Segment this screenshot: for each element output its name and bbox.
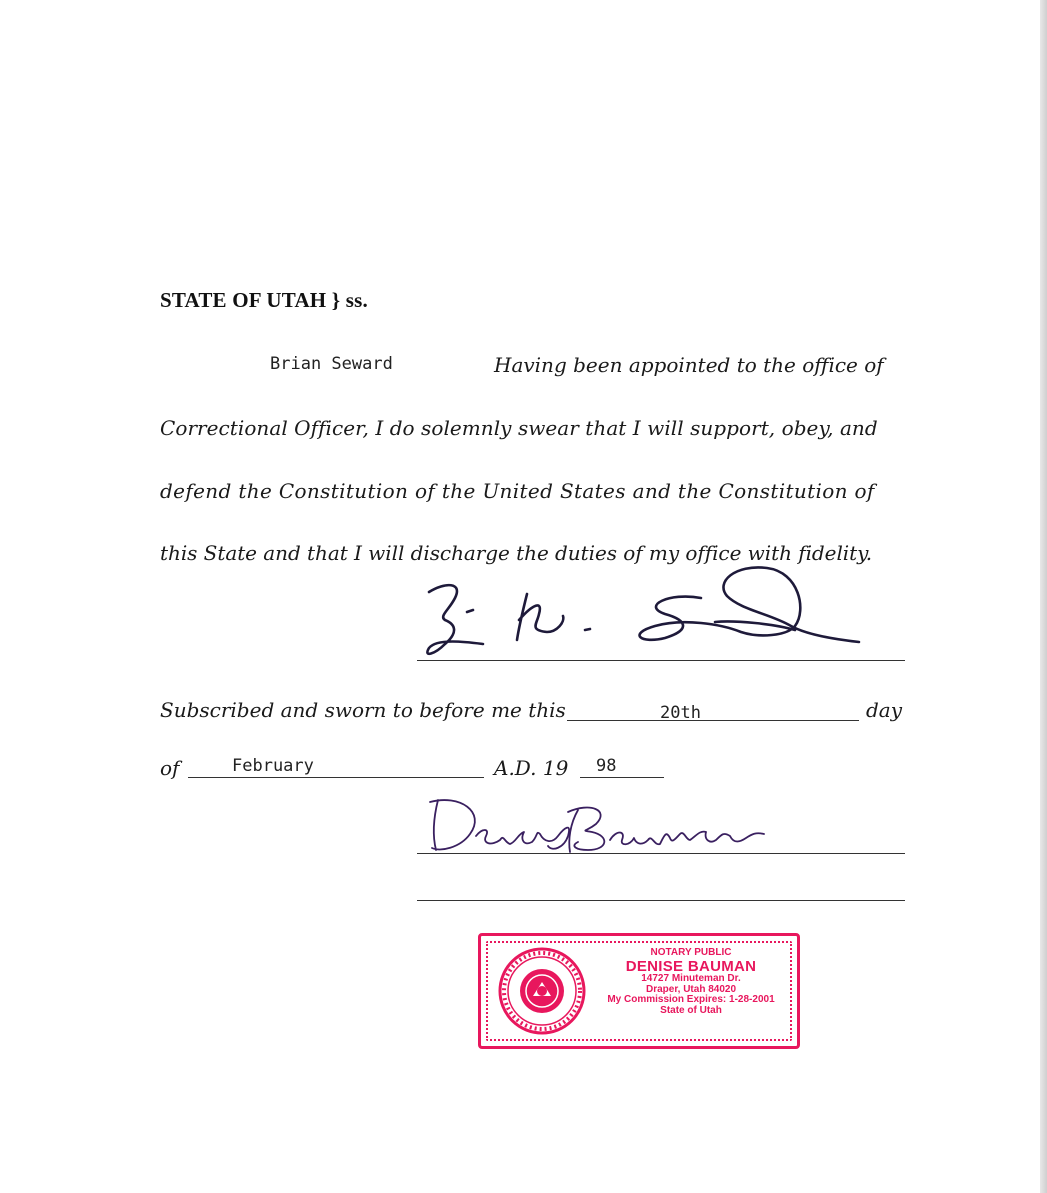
venue-heading: STATE OF UTAH } ss. xyxy=(160,288,368,312)
subscribed-text: Subscribed and sworn to before me this xyxy=(160,698,566,722)
stamp-state: State of Utah xyxy=(660,1004,722,1016)
oath-line-1: Having been appointed to the office of xyxy=(494,353,884,377)
year-blank xyxy=(580,777,664,778)
day-blank xyxy=(567,720,859,721)
notary-stamp xyxy=(478,933,800,1049)
of-label: of xyxy=(160,756,180,780)
stamp-notary-name: DENISE BAUMAN xyxy=(625,957,757,975)
affiant-name: Brian Seward xyxy=(270,354,393,374)
day-value: 20th xyxy=(660,703,701,723)
notary-seal-icon xyxy=(497,946,587,1036)
year-value: 98 xyxy=(596,756,617,776)
affiant-signature xyxy=(415,560,865,670)
month-value: February xyxy=(232,756,314,776)
stamp-address-1: 14727 Minuteman Dr. xyxy=(641,973,741,985)
stamp-commission: My Commission Expires: 1-28-2001 xyxy=(607,994,775,1006)
oath-line-4: this State and that I will discharge the duties of my office with fidelity. xyxy=(160,541,873,565)
stamp-title: NOTARY PUBLIC xyxy=(650,947,732,958)
oath-line-2: Correctional Officer, I do solemnly swear that I will support, obey, and xyxy=(160,416,878,440)
stamp-address-2: Draper, Utah 84020 xyxy=(645,983,737,995)
ad-label: A.D. 19 xyxy=(494,756,569,780)
page-edge-shadow xyxy=(1040,0,1047,1193)
notary-name-line xyxy=(417,900,905,901)
month-blank xyxy=(188,777,484,778)
oath-line-3: defend the Constitution of the United States and the Constitution of xyxy=(160,479,875,503)
notary-signature xyxy=(420,790,770,860)
day-label: day xyxy=(866,698,903,722)
notary-signature-line xyxy=(417,853,905,854)
affiant-signature-line xyxy=(417,660,905,661)
